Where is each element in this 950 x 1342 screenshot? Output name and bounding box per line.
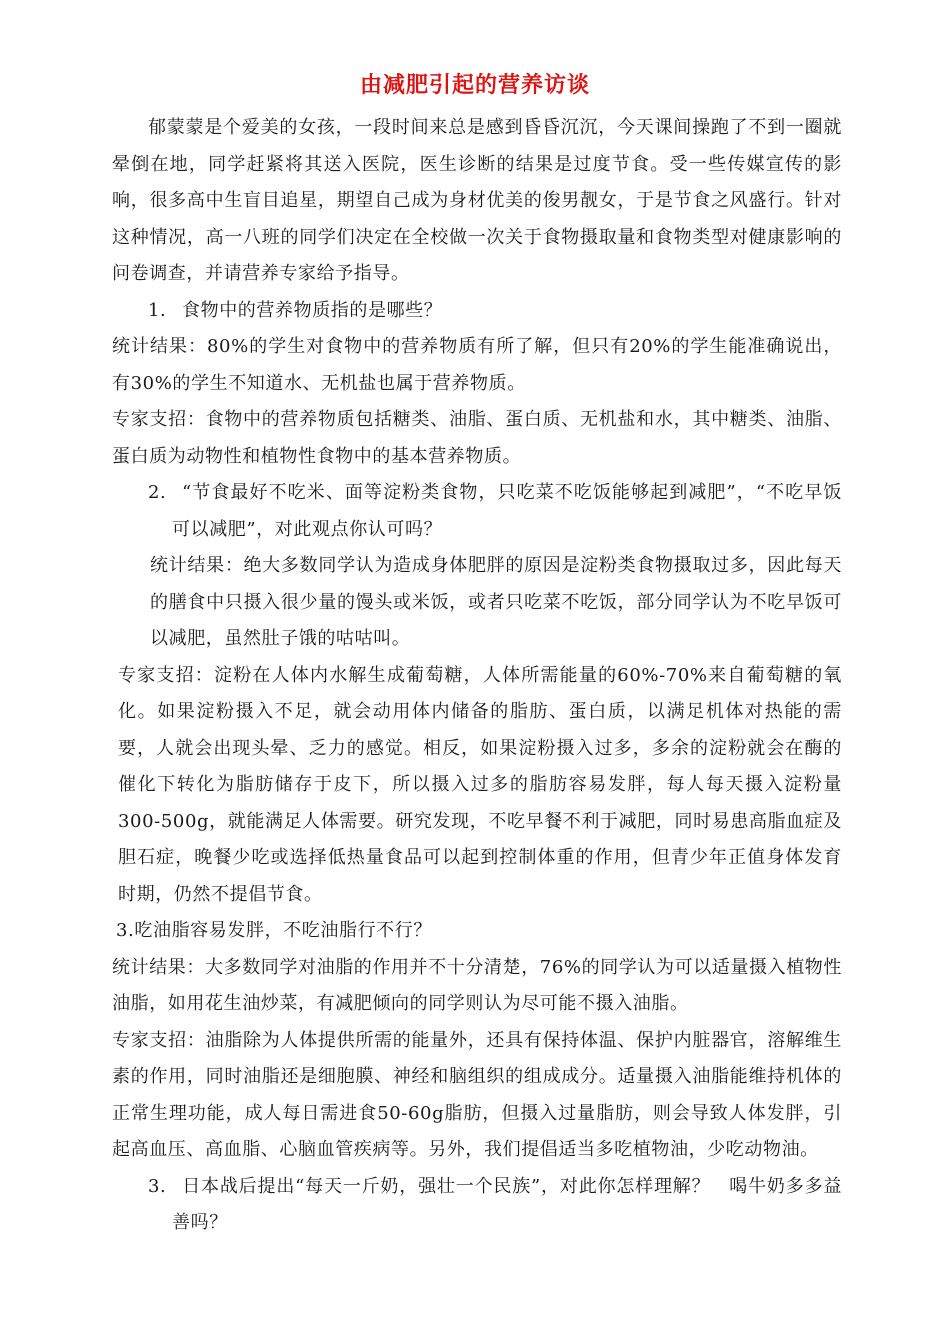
question-4 <box>112 1169 842 1242</box>
document-body <box>112 110 842 1242</box>
question-2-number: 2. <box>148 482 167 503</box>
question-2-statistics: 统计结果：绝大多数同学认为造成身体肥胖的原因是淀粉类食物摄取过多，因此每天的膳食中只摄入很少量的馒头或米饭，或者只吃菜不吃饭，部分同学认为不吃早饭可以减肥，虽然肚子饿的咕咕叫。 <box>150 555 842 649</box>
question-1-number: 1. <box>148 299 167 321</box>
question-2 <box>112 475 842 548</box>
question-1-expert-advice: 专家支招：食物中的营养物质包括糖类、油脂、蛋白质、无机盐和水，其中糖类、油脂、蛋白质为动物性和植物性食物中的基本营养物质。 <box>112 409 842 467</box>
document-title: 由减肥引起的营养访谈 <box>359 73 590 98</box>
intro-paragraph: 郁蒙蒙是个爱美的女孩，一段时间来总是感到昏昏沉沉，今天课间操跑了不到一圈就晕倒在地，同学赶紧将其送入医院，医生诊断的结果是过度节食。受一些传媒宣传的影响，很多高中生盲目追星，期望自己成为身材优美的俊男靓女，于是节食之风盛行。针对这种情况，高一八班的同学们决定在全校做一次关于食物摄取量和食物类型对健康影响的问卷调查，并请营养专家给予指导。 <box>112 117 842 284</box>
question-4-text: 日本战后提出“每天一斤奶，强壮一个民族”，对此你怎样理解？ 喝牛奶多多益善吗？ <box>172 1175 842 1233</box>
question-2-text: “节食最好不吃米、面等淀粉类食物，只吃菜不吃饭能够起到减肥”，“不吃早饭可以减肥”，对此观点你认可吗？ <box>172 482 842 540</box>
question-1 <box>112 293 842 330</box>
question-3-statistics: 统计结果：大多数同学对油脂的作用并不十分清楚，76%的同学认为可以适量摄入植物性油脂，如用花生油炒菜，有减肥倾向的同学则认为尽可能不摄入油脂。 <box>112 956 843 1014</box>
question-2-expert-advice: 专家支招：淀粉在人体内水解生成葡萄糖，人体所需能量的60%-70%来自葡萄糖的氧化。如果淀粉摄入不足，就会动用体内储备的脂肪、蛋白质，以满足机体对热能的需要，人就会出现头晕、乏力的感觉。相反，如果淀粉摄入过多，多余的淀粉就会在酶的催化下转化为脂肪储存于皮下，所以摄入过多的脂肪容易发胖，每人每天摄入淀粉量300-500g，就能满足人体需要。研究发现，不吃早餐不利于减肥，同时易患高脂血症及胆石症，晚餐少吃或选择低热量食品可以起到控制体重的作用，但青少年正值身体发育时期，仍然不提倡节食。 <box>118 664 842 905</box>
question-3: 3.吃油脂容易发胖，不吃油脂行不行？ <box>116 920 432 941</box>
question-1-statistics: 统计结果：80%的学生对食物中的营养物质有所了解，但只有20%的学生能准确说出，有30%的学生不知道水、无机盐也属于营养物质。 <box>112 336 842 394</box>
question-4-number: 3. <box>148 1175 167 1197</box>
question-1-text: 食物中的营养物质指的是哪些？ <box>182 299 443 321</box>
question-3-expert-advice: 专家支招：油脂除为人体提供所需的能量外，还具有保持体温、保护内脏器官，溶解维生素的作用，同时油脂还是细胞膜、神经和脑组织的组成成分。适量摄入油脂能维持机体的正常生理功能，成人每日需进食50-60g脂肪，但摄入过量脂肪，则会导致人体发胖，引起高血压、高血脂、心脑血管疾病等。另外，我们提倡适当多吃植物油，少吃动物油。 <box>112 1029 842 1160</box>
